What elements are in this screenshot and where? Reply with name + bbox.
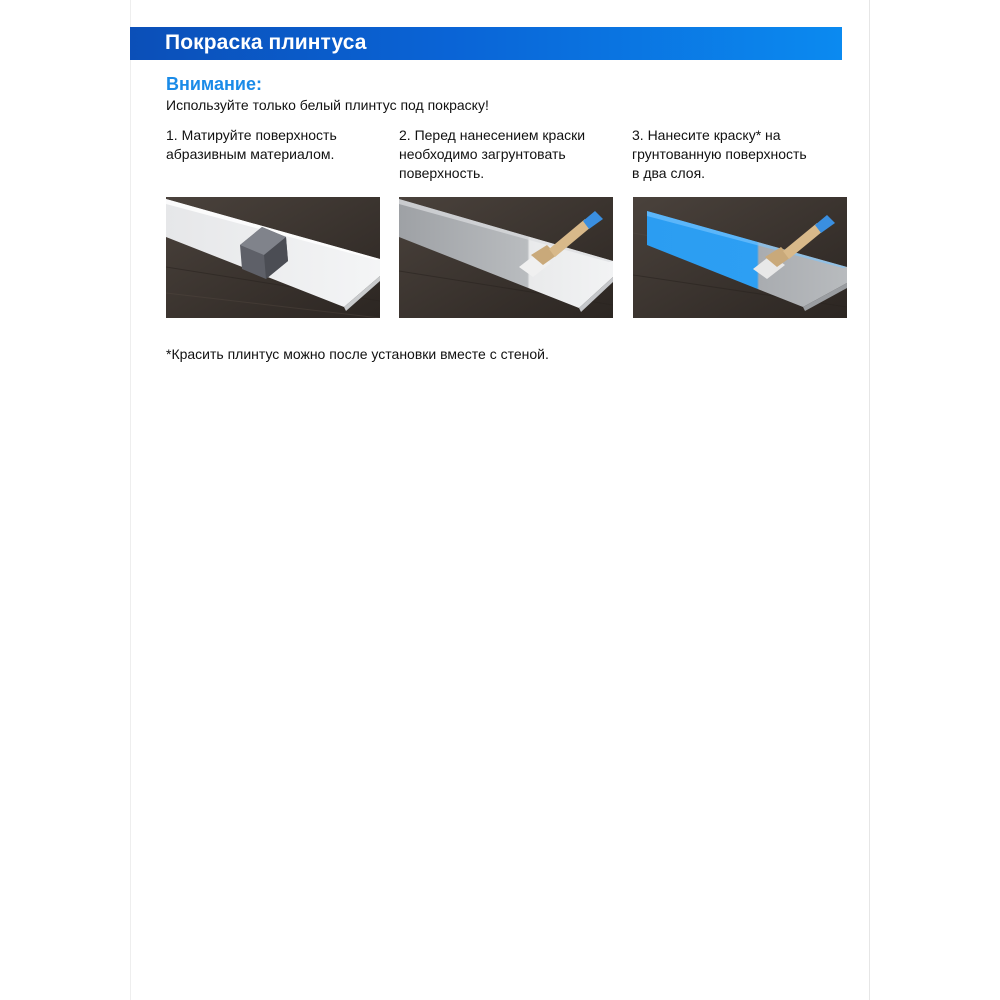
step-3-line-2: грунтованную поверхность bbox=[632, 146, 807, 162]
attention-text: Используйте только белый плинтус под покраску! bbox=[166, 97, 489, 113]
title-bar bbox=[130, 27, 842, 60]
step-2-line-3: поверхность. bbox=[399, 165, 485, 181]
step-1-line-2: абразивным материалом. bbox=[166, 146, 335, 162]
step-3-line-3: в два слоя. bbox=[632, 165, 706, 181]
attention-heading: Внимание: bbox=[166, 74, 262, 94]
page-edge-left bbox=[130, 0, 131, 1000]
step-2-line-2: необходимо загрунтовать bbox=[399, 146, 566, 162]
step-3 bbox=[632, 126, 852, 183]
step-3-line-1: 3. Нанесите краску* на bbox=[632, 127, 781, 143]
plinth-sanding-photo bbox=[166, 197, 380, 318]
page-title: Покраска плинтуса bbox=[165, 31, 367, 54]
step-1 bbox=[166, 126, 386, 164]
footnote: *Красить плинтус можно после установки вместе с стеной. bbox=[166, 346, 549, 362]
step-2-line-1: 2. Перед нанесением краски bbox=[399, 127, 586, 143]
step-1-line-1: 1. Матируйте поверхность bbox=[166, 127, 337, 143]
plinth-painting-photo bbox=[633, 197, 847, 318]
plinth-priming-photo bbox=[399, 197, 613, 318]
page-edge-right bbox=[869, 0, 870, 1000]
step-2 bbox=[399, 126, 619, 183]
